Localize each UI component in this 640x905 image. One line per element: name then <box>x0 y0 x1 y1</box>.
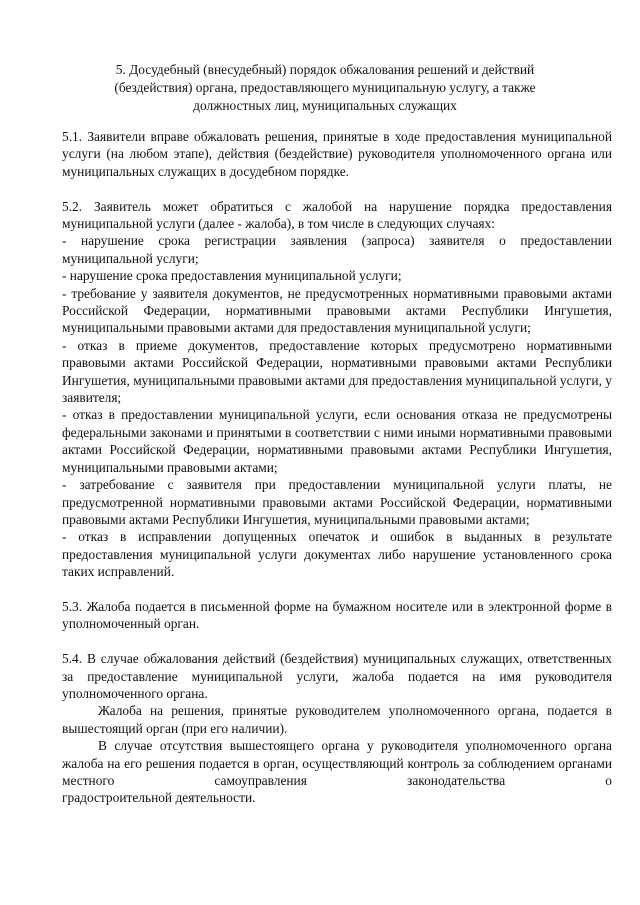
section-5-3 <box>62 598 612 633</box>
heading-line: 5. Досудебный (внесудебный) порядок обжалования решений и действий <box>115 62 535 77</box>
paragraph: 5.4. В случае обжалования действий (бездействия) муниципальных служащих, ответственных за предоставление муниципальной услуги, жалоба подается на имя руководителя уполномоченного органа. <box>62 651 612 701</box>
heading-line: (бездействия) органа, предоставляющего муниципальную услугу, а также <box>114 80 536 95</box>
paragraph: Жалоба на решения, принятые руководителем уполномоченного органа, подается в вышестоящий орган (при его наличии). <box>62 703 612 736</box>
section-heading <box>90 61 560 115</box>
list-item: - требование у заявителя документов, не предусмотренных нормативными правовыми актами Российской Федерации, нормативными правовыми актами Республики Ингушетия, муниципальными правовыми актами для предоставления муниципальной услуги; <box>62 285 612 336</box>
paragraph: 5.1. Заявители вправе обжаловать решения, принятые в ходе предоставления муниципальной услуги (на любом этапе), действия (бездействие) руководителя уполномоченного органа или муниципальных служащих в досудебном порядке. <box>62 129 612 179</box>
list-item: - отказ в предоставлении муниципальной услуги, если основания отказа не предусмотрены федеральными законами и принятыми в соответствии с ними иными нормативными правовыми актами Российской Федерации, нормативными правовыми актами Республики Ингушетия, муниципальными правовыми актами; <box>62 407 612 475</box>
list-item: - отказ в приеме документов, предоставление которых предусмотрено нормативными правовыми актами Российской Федерации, нормативными правовыми актами Республики Ингушетия, муниципальными правовыми актами для предоставления муниципальной услуги, у заявителя; <box>62 337 612 406</box>
paragraph: 5.2. Заявитель может обратиться с жалобой на нарушение порядка предоставления муниципальной услуги (далее - жалоба), в том числе в следующих случаях: <box>62 198 612 232</box>
section-5-1 <box>62 128 612 180</box>
paragraph: В случае отсутствия вышестоящего органа у руководителя уполномоченного органа жалоба на его решения подается в орган, осуществляющий контроль за соблюдением органами местного самоуправления законодательства о <box>62 738 612 788</box>
section-5-2 <box>62 198 612 581</box>
list-item: - нарушение срока предоставления муниципальной услуги; <box>62 268 402 284</box>
paragraph: градостроительной деятельности. <box>62 790 256 806</box>
list-item: - отказ в исправлении допущенных опечаток и ошибок в выданных в результате предоставления муниципальной услуги документах либо нарушение установленного срока таких исправлений. <box>62 529 612 580</box>
list-item: - нарушение срока регистрации заявления (запроса) заявителя о предоставлении муниципальной услуги; <box>62 233 612 266</box>
paragraph: 5.3. Жалоба подается в письменной форме на бумажном носителе или в электронной форме в уполномоченный орган. <box>62 598 612 632</box>
document-body <box>62 128 612 824</box>
section-5-4 <box>62 650 612 807</box>
heading-line: должностных лиц, муниципальных служащих <box>193 98 457 113</box>
list-item: - затребование с заявителя при предоставлении муниципальной услуги платы, не предусмотренной нормативными правовыми актами Российской Федерации, нормативными правовыми актами Республики Ингушетия, муниципальными правовыми актами; <box>62 477 612 527</box>
